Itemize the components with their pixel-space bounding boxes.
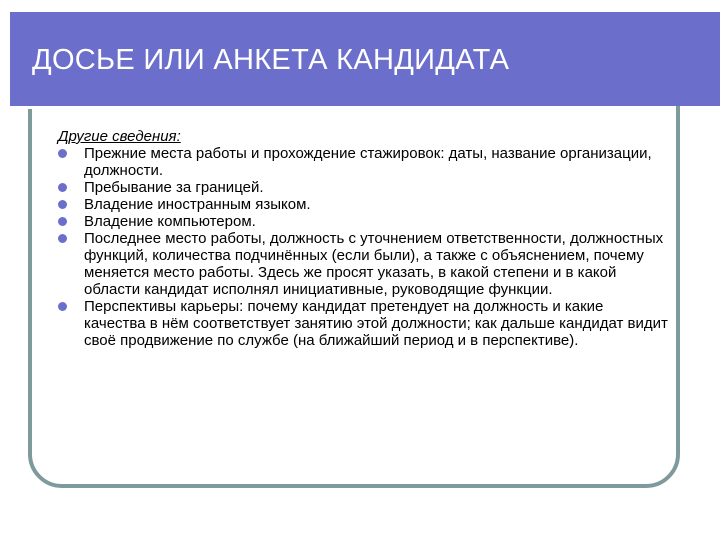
- list-item-text: Прежние места работы и прохождение стажировок: даты, название организации, должности.: [84, 145, 652, 179]
- list-item-text: Последнее место работы, должность с уточнением ответственности, должностных функций, количества подчинённых (если были), а также с объяснением, почему меняется место работы. Здесь же просят указать, в какой степени и в какой области кандидат исполнял инициативные, руководящие функции.: [84, 230, 664, 298]
- bullet-dot-icon: [58, 183, 67, 192]
- slide-content: [58, 128, 668, 349]
- list-item-text: Перспективы карьеры: почему кандидат претендует на должность и какие качества в нём соответствует занятию этой должности; как дальше кандидат видит своё продвижение по службе (на ближайший период и в перспективе).: [84, 298, 668, 349]
- bullet-dot-icon: [58, 217, 67, 226]
- title-bar: [10, 12, 720, 106]
- list-item: [58, 230, 668, 298]
- bullet-dot-icon: [58, 200, 67, 209]
- list-item: [58, 298, 668, 349]
- slide-title: ДОСЬЕ ИЛИ АНКЕТА КАНДИДАТА: [32, 44, 510, 76]
- list-item-text: Владение компьютером.: [84, 213, 256, 230]
- bullet-dot-icon: [58, 302, 67, 311]
- list-item-text: Пребывание за границей.: [84, 179, 264, 196]
- list-item-text: Владение иностранным языком.: [84, 196, 311, 213]
- list-item: [58, 179, 668, 196]
- list-item: [58, 196, 668, 213]
- section-subheading: Другие сведения:: [58, 128, 181, 145]
- bullet-list: [58, 145, 668, 349]
- title-underline: [20, 106, 646, 109]
- bullet-dot-icon: [58, 234, 67, 243]
- list-item: [58, 213, 668, 230]
- list-item: [58, 145, 668, 179]
- bullet-dot-icon: [58, 149, 67, 158]
